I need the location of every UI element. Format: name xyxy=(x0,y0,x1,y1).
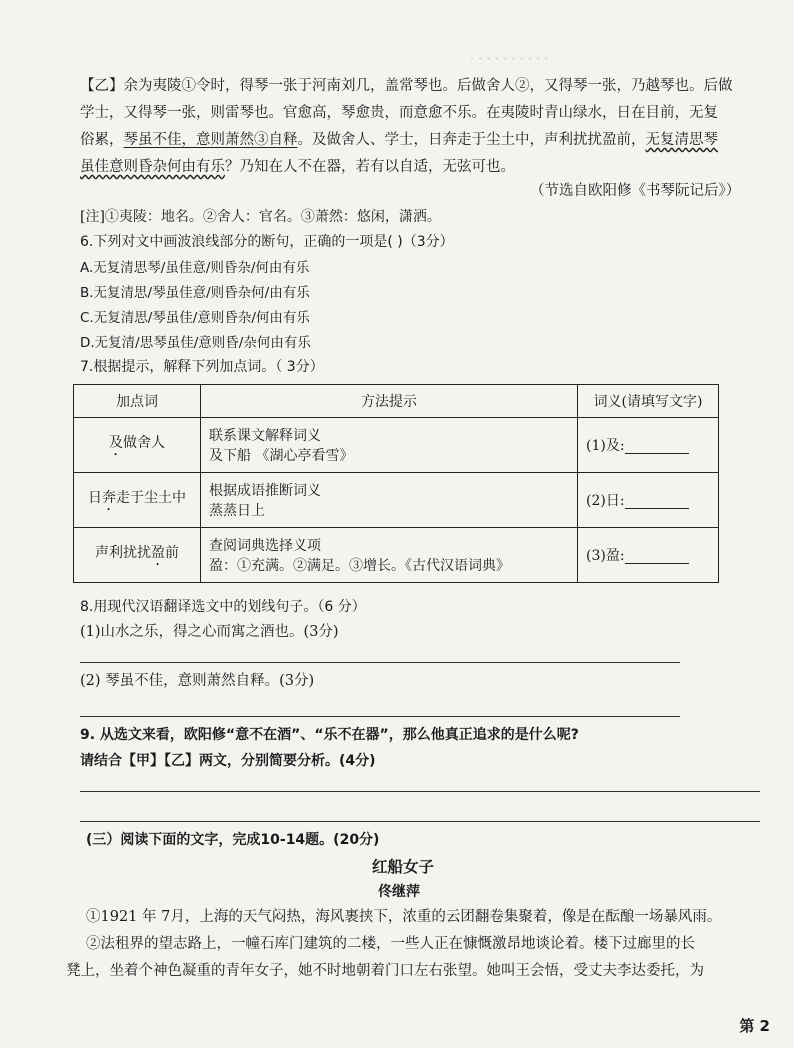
bleed-through-text: · · · · · · · · · · xyxy=(470,52,549,67)
wavy-underlined-text: 虽佳意则昏杂何由有乐 xyxy=(80,159,225,175)
dotted-word-cell xyxy=(74,418,201,473)
answer-label: (2)日: xyxy=(586,493,625,509)
underlined-sentence: 琴虽不佳，意则萧然③自释 xyxy=(123,132,298,148)
table-header-row xyxy=(74,385,719,418)
answer-cell xyxy=(578,473,719,528)
q8-item-2: (2) 琴虽不佳，意则萧然自释。(3分) xyxy=(80,673,315,689)
q6-option-c: C.无复清思/琴虽佳/意则昏杂/何由有乐 xyxy=(80,310,310,326)
text-segment: 走于尘土中 xyxy=(116,489,186,506)
article-title: 红船女子 xyxy=(372,857,435,876)
passage-notes: [注]①夷陵：地名。②舍人：官名。③萧然：悠闲，潇洒。 xyxy=(80,209,441,225)
passage-yi-line-1: 【乙】余为夷陵①令时，得琴一张于河南刘几，盖常琴也。后做舍人②，又得琴一张，乃越琴也。后做 xyxy=(80,78,733,94)
text-segment: 做舍人 xyxy=(123,434,165,451)
table-row xyxy=(74,528,719,583)
answer-label: (3)盈: xyxy=(586,548,625,564)
answer-label: (1)及: xyxy=(586,438,625,454)
answer-line[interactable] xyxy=(80,716,680,717)
q8-stem: 8.用现代汉语翻译选文中的划线句子。（6 分） xyxy=(80,599,366,615)
q7-table xyxy=(73,384,719,583)
passage-yi-line-4 xyxy=(80,157,515,177)
article-paragraph-2-line-1: ②法租界的望志路上，一幢石库门建筑的二楼，一些人正在慷慨激昂地谈论着。楼下过廊里的长 xyxy=(86,936,695,952)
q8-item-1: (1)山水之乐，得之心而寓之酒也。(3分) xyxy=(80,624,339,640)
hint-line: 联系课文解释词义 xyxy=(209,428,321,444)
article-paragraph-2-line-2: 凳上，坐着个神色凝重的青年女子，她不时地朝着门口左右张望。她叫王会悟，受丈夫李达委托，为 xyxy=(66,963,704,979)
table-header-cell: 词义(请填写文字) xyxy=(578,385,719,418)
hint-line: 盈：①充满。②满足。③增长。《古代汉语词典》 xyxy=(209,558,510,574)
text-segment: 前 xyxy=(165,544,179,561)
dotted-char: 盈 xyxy=(151,544,165,561)
hint-cell xyxy=(201,473,578,528)
q9-line-1: 9. 从选文来看，欧阳修“意不在酒”、“乐不在器”，那么他真正追求的是什么呢? xyxy=(80,727,579,743)
wavy-underlined-text: 无复清思琴 xyxy=(645,132,718,148)
answer-line[interactable] xyxy=(80,821,760,822)
text-segment: 俗累， xyxy=(80,132,124,148)
text-segment: 。及做舍人、学士，日奔走于尘土中，声利扰扰盈前， xyxy=(297,132,646,148)
dotted-word-cell xyxy=(74,528,201,583)
text-segment: 日 xyxy=(88,489,102,506)
hint-cell xyxy=(201,528,578,583)
hint-cell xyxy=(201,418,578,473)
answer-cell xyxy=(578,418,719,473)
article-author: 佟继萍 xyxy=(378,884,420,900)
answer-line[interactable] xyxy=(80,791,760,792)
q6-option-d: D.无复清/思琴虽佳/意则昏/杂何由有乐 xyxy=(80,335,311,351)
dotted-char: 及 xyxy=(109,434,123,451)
q7-stem: 7.根据提示，解释下列加点词。（ 3分） xyxy=(80,359,324,375)
table-header-cell: 加点词 xyxy=(74,385,201,418)
answer-blank[interactable] xyxy=(625,549,689,564)
q6-option-a: A.无复清思琴/虽佳意/则昏杂/何由有乐 xyxy=(80,260,310,276)
page-number: 第 2 xyxy=(739,1017,770,1035)
text-segment: ？乃知在人不在器，若有以自适，无弦可也。 xyxy=(225,159,515,175)
article-paragraph-1: ①1921 年 7月，上海的天气闷热，海风裹挟下，浓重的云团翻卷集聚着，像是在酝酿一场暴风雨。 xyxy=(86,909,722,925)
answer-cell xyxy=(578,528,719,583)
passage-yi-line-2: 学士，又得琴一张，则雷琴也。官愈高，琴愈贵，而意愈不乐。在夷陵时青山绿水，日在目前，无复 xyxy=(80,105,718,121)
answer-blank[interactable] xyxy=(625,494,689,509)
hint-line: 查阅词典选择义项 xyxy=(209,538,321,554)
table-row xyxy=(74,418,719,473)
q6-option-b: B.无复清思/琴虽佳意/则昏杂何/由有乐 xyxy=(80,285,310,301)
dotted-word-cell xyxy=(74,473,201,528)
hint-line: 根据成语推断词义 xyxy=(209,483,321,499)
q6-stem: 6.下列对文中画波浪线部分的断句，正确的一项是( )（3分） xyxy=(80,234,454,250)
answer-line[interactable] xyxy=(80,662,680,663)
table-header-cell: 方法提示 xyxy=(201,385,578,418)
hint-line: 蒸蒸日上 xyxy=(209,503,265,519)
passage-yi-line-3 xyxy=(80,130,718,150)
hint-line: 及下船 《湖心亭看雪》 xyxy=(209,448,354,464)
q9-line-2: 请结合【甲】【乙】两文，分别简要分析。(4分) xyxy=(80,753,376,769)
table-row xyxy=(74,473,719,528)
passage-source: （节选自欧阳修《书琴阮记后》） xyxy=(530,183,741,199)
text-segment: 声利扰扰 xyxy=(95,544,151,561)
dotted-char: 奔 xyxy=(102,489,116,506)
answer-blank[interactable] xyxy=(625,439,689,454)
section-heading: (三）阅读下面的文字，完成10-14题。(20分) xyxy=(86,832,380,848)
